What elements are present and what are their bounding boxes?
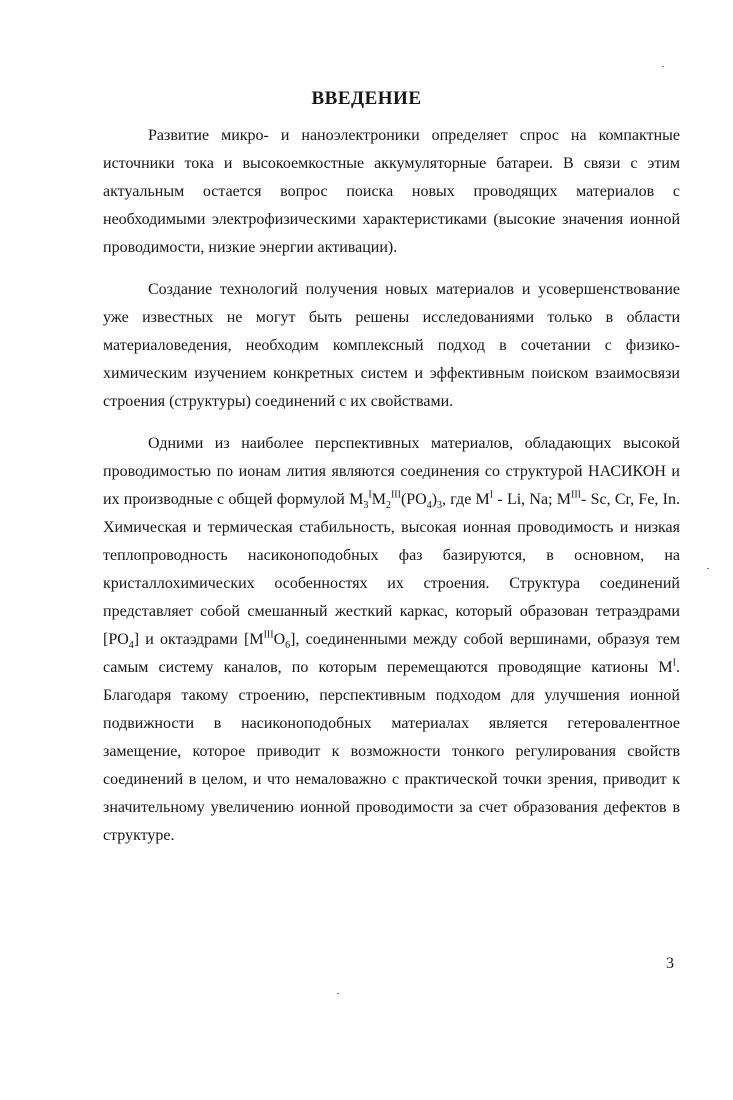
p3-text-4: - Sc, Cr, Fe, In. Химическая и термическая стабильность, высокая ионная проводимость и низкая теплопроводность насиконоподобных фаз базируются, в основном, на кристаллохимических особенностях их строения. Структура соединений представляет собой смешанный жесткий каркас, который образован тетраэдрами [PO — [103, 491, 681, 648]
p3-text-2: , где M — [442, 491, 490, 508]
p3-text-3: - Li, Na; M — [493, 491, 571, 508]
formula-sup-iii: III — [390, 489, 401, 501]
scan-speck — [707, 568, 709, 569]
scan-speck — [337, 993, 339, 994]
paragraph-3 — [103, 430, 680, 850]
p3-text-5: ] и октаэдрами [M — [133, 631, 264, 648]
formula-sub-2: 2 — [385, 500, 391, 512]
formula-sub-4: 4 — [426, 500, 432, 512]
formula-po: (PO — [400, 491, 427, 508]
formula-sub-3b: 3 — [437, 500, 443, 512]
formula-sup-i: I — [368, 489, 372, 501]
page-title: ВВЕДЕНИЕ — [311, 88, 422, 109]
p3-text-1: Одними из наиболее перспективных материалов, обладающих высокой проводимостью по ионам лития являются соединения со структурой НАСИКОН и их производные с общей формулой — [103, 435, 680, 508]
formula-close: ) — [431, 491, 438, 508]
body-text — [103, 122, 680, 850]
p3-sub-6: 6 — [285, 640, 291, 652]
formula-m: M — [349, 491, 364, 508]
p3-sub-4: 4 — [128, 640, 134, 652]
formula-sub-3: 3 — [363, 500, 369, 512]
p3-sup-iii-b: III — [263, 629, 274, 641]
p3-sup-i-b: I — [672, 657, 676, 669]
p3-oxygen: O — [273, 631, 286, 648]
formula-m2: M — [371, 491, 386, 508]
p3-sup-iii: III — [571, 489, 581, 501]
paragraph-2: Создание технологий получения новых материалов и усовершенствование уже известных не могут быть решены исследованиями только в области материаловедения, необходим комплексный подход в сочетании с физико-химическим изучением конкретных систем и эффективным поиском взаимосвязи строения (структуры) соединений с их свойствами. — [103, 281, 680, 410]
paragraph-1: Развитие микро- и наноэлектроники определяет спрос на компактные источники тока и высокоемкостные аккумуляторные батареи. В связи с этим актуальным остается вопрос поиска новых проводящих материалов с необходимыми электрофизическими характеристиками (высокие значения ионной проводимости, низкие энергии активации). — [103, 127, 680, 256]
p3-text-6: ], соединенными между собой вершинами, образуя тем самым систему каналов, по которым перемещаются проводящие катионы M — [103, 631, 681, 676]
p3-sup-i: I — [489, 489, 494, 501]
page-number: 3 — [666, 955, 674, 972]
p3-text-7: . Благодаря такому строению, перспективным подходом для улучшения ионной подвижности в насиконоподобных материалах является гетеровалентное замещение, которое приводит к возможности тонкого регулирования свойств соединений в целом, и что немаловажно с практической точки зрения, приводит к значительному увеличению ионной проводимости за счет образования дефектов в структуре. — [103, 659, 680, 844]
scan-speck — [662, 66, 664, 67]
